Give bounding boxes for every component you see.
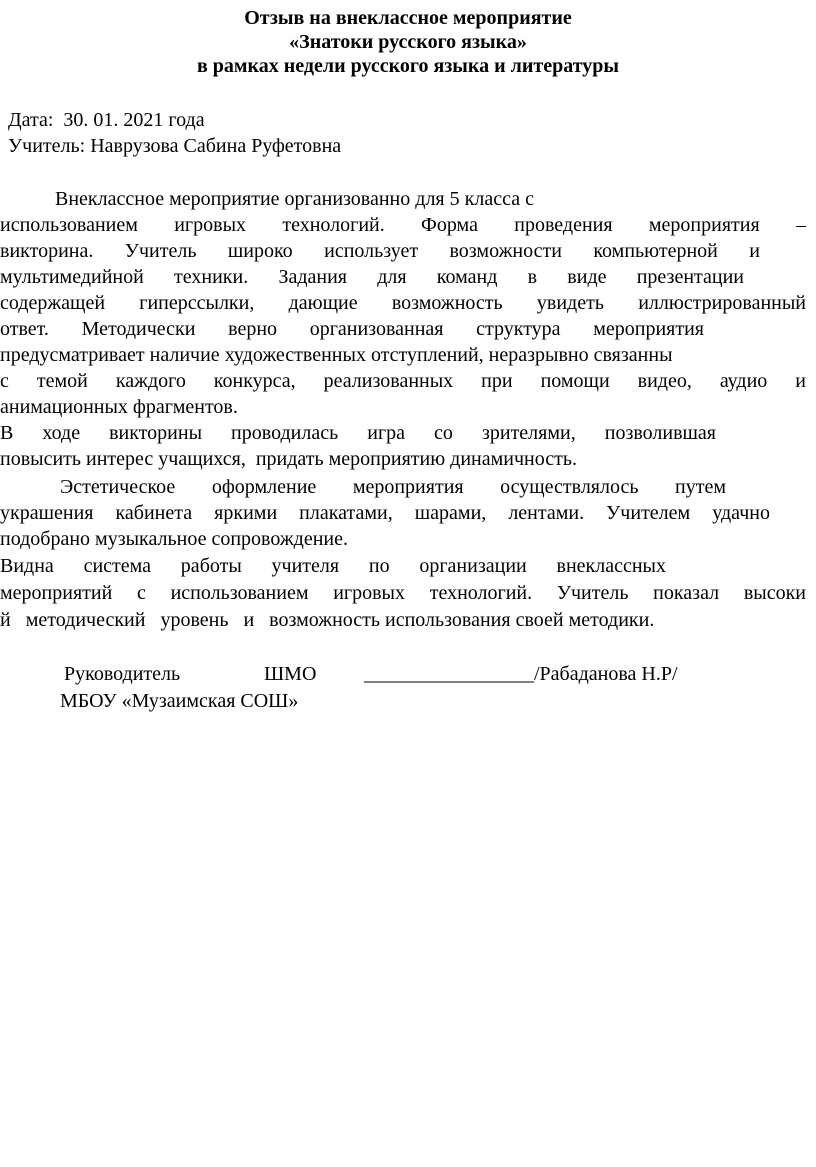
body-line-2: использованием игровых технологий. Форма проведения мероприятия – xyxy=(0,214,806,236)
body-line-3: викторина. Учитель широко использует возможности компьютерной и xyxy=(0,240,760,262)
title-line-1: Отзыв на внеклассное мероприятие xyxy=(244,7,572,29)
body-line-5: содержащей гиперссылки, дающие возможность увидеть иллюстрированный xyxy=(0,292,806,314)
signature-school: МБОУ «Музаимская СОШ» xyxy=(60,690,299,712)
body-line-10: В ходе викторины проводилась игра со зрителями, позволившая xyxy=(0,422,716,444)
body-line-9: анимационных фрагментов. xyxy=(0,396,238,418)
body-line-14: подобрано музыкальное сопровождение. xyxy=(0,528,348,550)
signature-org: ШМО xyxy=(264,663,317,685)
body-line-13: украшения кабинета яркими плакатами, шарами, лентами. Учителем удачно xyxy=(0,502,770,524)
body-line-12: Эстетическое оформление мероприятия осуществлялось путем xyxy=(60,476,726,498)
body-line-4: мультимедийной техники. Задания для команд в виде презентации xyxy=(0,266,744,288)
body-line-11: повысить интерес учащихся, придать мероприятию динамичность. xyxy=(0,448,577,470)
title-line-3: в рамках недели русского языка и литературы xyxy=(196,55,620,77)
signature-name-line: _________________/Рабаданова Н.Р/ xyxy=(364,663,678,685)
body-line-17: й методический уровень и возможность использования своей методики. xyxy=(0,609,655,631)
teacher-line: Учитель: Наврузова Сабина Руфетовна xyxy=(8,135,342,157)
document-title xyxy=(0,6,816,78)
date-line: Дата: 30. 01. 2021 года xyxy=(8,109,205,131)
title-line-2: «Знатоки русского языка» xyxy=(289,31,527,53)
body-line-15: Видна система работы учителя по организации внеклассных xyxy=(0,555,666,577)
signature-role: Руководитель xyxy=(64,663,181,685)
body-line-6: ответ. Методически верно организованная структура мероприятия xyxy=(0,318,704,340)
body-line-8: с темой каждого конкурса, реализованных при помощи видео, аудио и xyxy=(0,370,806,392)
body-line-16: мероприятий с использованием игровых технологий. Учитель показал высоки xyxy=(0,582,806,604)
body-line-7: предусматривает наличие художественных отступлений, неразрывно связанны xyxy=(0,344,673,366)
body-line-1: Внеклассное мероприятие организованно для 5 класса с xyxy=(0,188,534,210)
